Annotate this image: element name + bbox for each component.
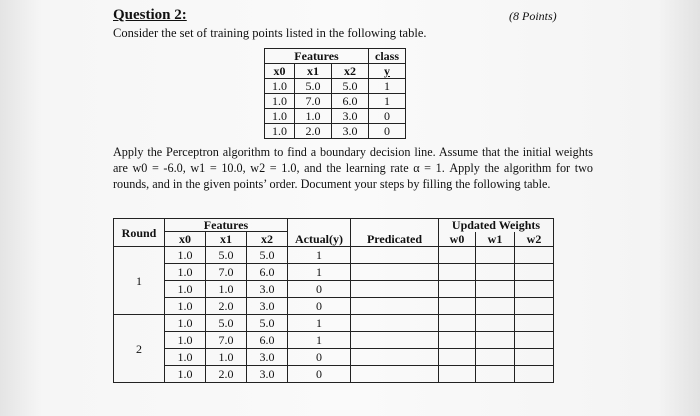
table-row bbox=[114, 349, 554, 366]
cell: 6.0 bbox=[247, 264, 288, 281]
question-title: Question 2: bbox=[113, 7, 187, 23]
table-row bbox=[265, 94, 406, 109]
cell: 3.0 bbox=[332, 124, 369, 139]
w2-cell[interactable] bbox=[515, 315, 554, 332]
table-row bbox=[114, 247, 554, 264]
cell: 3.0 bbox=[247, 349, 288, 366]
w1-cell[interactable] bbox=[476, 366, 515, 383]
cell: 1 bbox=[288, 332, 351, 349]
w0-cell[interactable] bbox=[439, 281, 476, 298]
cell: 1.0 bbox=[295, 109, 332, 124]
w2-cell[interactable] bbox=[515, 332, 554, 349]
col-header-w1: w1 bbox=[476, 232, 515, 247]
predicted-cell[interactable] bbox=[351, 264, 439, 281]
predicted-cell[interactable] bbox=[351, 298, 439, 315]
col-header-x1: x1 bbox=[295, 64, 332, 79]
cell: 1 bbox=[288, 247, 351, 264]
cell: 0 bbox=[369, 109, 406, 124]
cell: 1 bbox=[369, 79, 406, 94]
actual-header: Actual(y) bbox=[288, 232, 351, 247]
spacer bbox=[288, 219, 351, 232]
w2-cell[interactable] bbox=[515, 247, 554, 264]
cell: 1 bbox=[288, 264, 351, 281]
cell: 0 bbox=[288, 298, 351, 315]
col-header-y: y bbox=[369, 64, 406, 79]
col-header-w2: w2 bbox=[515, 232, 554, 247]
cell: 6.0 bbox=[247, 332, 288, 349]
cell: 3.0 bbox=[247, 281, 288, 298]
cell: 1.0 bbox=[165, 247, 206, 264]
cell: 7.0 bbox=[206, 264, 247, 281]
perceptron-steps-table bbox=[113, 218, 554, 383]
table-row bbox=[265, 109, 406, 124]
predicted-cell[interactable] bbox=[351, 281, 439, 298]
cell: 1.0 bbox=[265, 124, 295, 139]
features-header: Features bbox=[265, 49, 369, 64]
table-row bbox=[114, 298, 554, 315]
cell: 0 bbox=[369, 124, 406, 139]
w2-cell[interactable] bbox=[515, 366, 554, 383]
cell: 5.0 bbox=[206, 247, 247, 264]
cell: 1 bbox=[369, 94, 406, 109]
features-header: Features bbox=[165, 219, 288, 232]
w1-cell[interactable] bbox=[476, 332, 515, 349]
predicted-cell[interactable] bbox=[351, 332, 439, 349]
predicted-cell[interactable] bbox=[351, 315, 439, 332]
table-row bbox=[114, 332, 554, 349]
cell: 2.0 bbox=[206, 366, 247, 383]
w0-cell[interactable] bbox=[439, 349, 476, 366]
cell: 1.0 bbox=[165, 298, 206, 315]
predicted-cell[interactable] bbox=[351, 247, 439, 264]
cell: 1.0 bbox=[165, 281, 206, 298]
cell: 0 bbox=[288, 366, 351, 383]
col-header-x0: x0 bbox=[265, 64, 295, 79]
cell: 7.0 bbox=[295, 94, 332, 109]
cell: 3.0 bbox=[247, 366, 288, 383]
cell: 5.0 bbox=[247, 315, 288, 332]
table-row bbox=[265, 79, 406, 94]
cell: 5.0 bbox=[332, 79, 369, 94]
w2-cell[interactable] bbox=[515, 349, 554, 366]
w0-cell[interactable] bbox=[439, 315, 476, 332]
table-row bbox=[114, 366, 554, 383]
col-header-w0: w0 bbox=[439, 232, 476, 247]
question-intro: Consider the set of training points listed in the following table. bbox=[113, 26, 427, 40]
round-label: 1 bbox=[114, 247, 165, 315]
weights-header: Updated Weights bbox=[439, 219, 554, 232]
w0-cell[interactable] bbox=[439, 332, 476, 349]
col-header-x2: x2 bbox=[247, 232, 288, 247]
round-header: Round bbox=[114, 219, 165, 247]
w1-cell[interactable] bbox=[476, 281, 515, 298]
cell: 1.0 bbox=[206, 281, 247, 298]
round-label: 2 bbox=[114, 315, 165, 383]
cell: 0 bbox=[288, 349, 351, 366]
spacer bbox=[351, 219, 439, 232]
cell: 5.0 bbox=[295, 79, 332, 94]
w0-cell[interactable] bbox=[439, 247, 476, 264]
cell: 3.0 bbox=[332, 109, 369, 124]
cell: 1.0 bbox=[165, 332, 206, 349]
cell: 2.0 bbox=[206, 298, 247, 315]
w2-cell[interactable] bbox=[515, 264, 554, 281]
instructions-paragraph: Apply the Perceptron algorithm to find a boundary decision line. Assume that the initial weights are w0 = -6.0, w1 = 10.0, w2 = 1.0, and the learning rate α = 1. Apply the algorithm for two rounds, and in the given points’ order. Document your steps by filling the following table. bbox=[113, 145, 593, 191]
cell: 1.0 bbox=[265, 94, 295, 109]
w1-cell[interactable] bbox=[476, 315, 515, 332]
w1-cell[interactable] bbox=[476, 264, 515, 281]
table-row bbox=[114, 315, 554, 332]
w0-cell[interactable] bbox=[439, 298, 476, 315]
cell: 1 bbox=[288, 315, 351, 332]
cell: 1.0 bbox=[265, 109, 295, 124]
w1-cell[interactable] bbox=[476, 298, 515, 315]
class-header: class bbox=[369, 49, 406, 64]
w2-cell[interactable] bbox=[515, 281, 554, 298]
table-row bbox=[114, 264, 554, 281]
training-points-table bbox=[264, 48, 406, 139]
table-row bbox=[114, 281, 554, 298]
w1-cell[interactable] bbox=[476, 349, 515, 366]
col-header-x1: x1 bbox=[206, 232, 247, 247]
cell: 1.0 bbox=[165, 366, 206, 383]
cell: 1.0 bbox=[165, 349, 206, 366]
col-header-x0: x0 bbox=[165, 232, 206, 247]
cell: 1.0 bbox=[265, 79, 295, 94]
predicted-header: Predicated bbox=[351, 232, 439, 247]
cell: 5.0 bbox=[247, 247, 288, 264]
cell: 3.0 bbox=[247, 298, 288, 315]
w1-cell[interactable] bbox=[476, 247, 515, 264]
cell: 2.0 bbox=[295, 124, 332, 139]
predicted-cell[interactable] bbox=[351, 366, 439, 383]
cell: 1.0 bbox=[206, 349, 247, 366]
cell: 1.0 bbox=[165, 315, 206, 332]
w2-cell[interactable] bbox=[515, 298, 554, 315]
question-points: (8 Points) bbox=[509, 9, 557, 23]
col-header-x2: x2 bbox=[332, 64, 369, 79]
predicted-cell[interactable] bbox=[351, 349, 439, 366]
w0-cell[interactable] bbox=[439, 264, 476, 281]
cell: 6.0 bbox=[332, 94, 369, 109]
w0-cell[interactable] bbox=[439, 366, 476, 383]
cell: 1.0 bbox=[165, 264, 206, 281]
table-row bbox=[265, 124, 406, 139]
cell: 7.0 bbox=[206, 332, 247, 349]
cell: 0 bbox=[288, 281, 351, 298]
cell: 5.0 bbox=[206, 315, 247, 332]
